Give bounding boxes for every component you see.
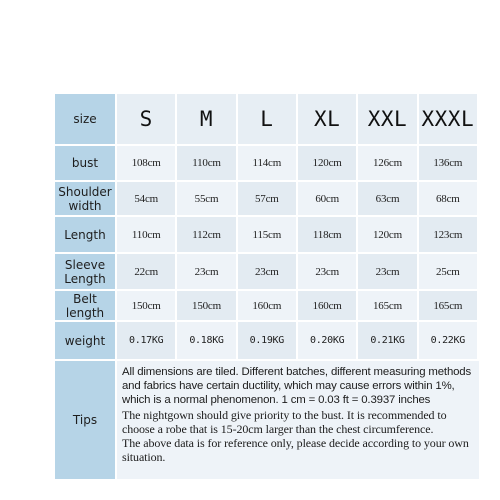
size-header-m: M: [177, 94, 237, 146]
size-header-xl: XL: [298, 94, 358, 146]
table-cell: 110cm: [117, 217, 177, 254]
table-cell: 0.19KG: [238, 322, 298, 361]
header-label-cell: size: [55, 94, 117, 146]
table-cell: 60cm: [298, 182, 358, 217]
table-cell: 0.20KG: [298, 322, 358, 361]
table-cell: 0.17KG: [117, 322, 177, 361]
table-cell: 120cm: [358, 217, 418, 254]
row-label-length: Length: [55, 217, 117, 254]
row-label-belt-length: Belt length: [55, 291, 117, 322]
table-cell: 63cm: [358, 182, 418, 217]
table-cell: 150cm: [117, 291, 177, 322]
table-cell: 55cm: [177, 182, 237, 217]
table-cell: 0.18KG: [177, 322, 237, 361]
table-cell: 23cm: [358, 254, 418, 291]
table-cell: 123cm: [419, 217, 479, 254]
table-cell: 126cm: [358, 146, 418, 182]
table-cell: 136cm: [419, 146, 479, 182]
table-cell: 23cm: [238, 254, 298, 291]
size-header-xxl: XXL: [358, 94, 418, 146]
table-cell: 25cm: [419, 254, 479, 291]
table-cell: 150cm: [177, 291, 237, 322]
table-cell: 23cm: [177, 254, 237, 291]
size-header-l: L: [238, 94, 298, 146]
table-cell: 0.22KG: [419, 322, 479, 361]
table-cell: 54cm: [117, 182, 177, 217]
table-cell: 115cm: [238, 217, 298, 254]
table-cell: 108cm: [117, 146, 177, 182]
row-label-sleeve-length: Sleeve Length: [55, 254, 117, 291]
table-cell: 120cm: [298, 146, 358, 182]
table-cell: 160cm: [298, 291, 358, 322]
table-cell: 114cm: [238, 146, 298, 182]
row-label-bust: bust: [55, 146, 117, 182]
row-label-weight: weight: [55, 322, 117, 361]
table-cell: 160cm: [238, 291, 298, 322]
table-cell: 110cm: [177, 146, 237, 182]
size-header-xxxl: XXXL: [419, 94, 479, 146]
row-label-tips: Tips: [55, 361, 117, 479]
tip-measurement-note: All dimensions are tiled. Different batches, different measuring methods and fabrics have certain ductility, which may cause errors within 1%, which is a normal phenomenon. 1 cm = 0.03 ft = 0.3937 inches: [122, 366, 472, 407]
size-chart-table: [55, 94, 479, 479]
table-cell: 22cm: [117, 254, 177, 291]
table-cell: 23cm: [298, 254, 358, 291]
row-label-shoulder-width: Shoulder width: [55, 182, 117, 217]
table-cell: 57cm: [238, 182, 298, 217]
table-cell: 68cm: [419, 182, 479, 217]
table-cell: 165cm: [358, 291, 418, 322]
table-cell: 118cm: [298, 217, 358, 254]
tip-bust-note: The nightgown should give priority to the bust. It is recommended to choose a robe that is 15-20cm larger than the chest circumference.: [122, 407, 447, 436]
tips-text-block: [117, 361, 479, 479]
table-cell: 0.21KG: [358, 322, 418, 361]
table-cell: 165cm: [419, 291, 479, 322]
size-header-s: S: [117, 94, 177, 146]
tip-reference-note: The above data is for reference only, please decide according to your own situation.: [122, 436, 469, 465]
table-cell: 112cm: [177, 217, 237, 254]
